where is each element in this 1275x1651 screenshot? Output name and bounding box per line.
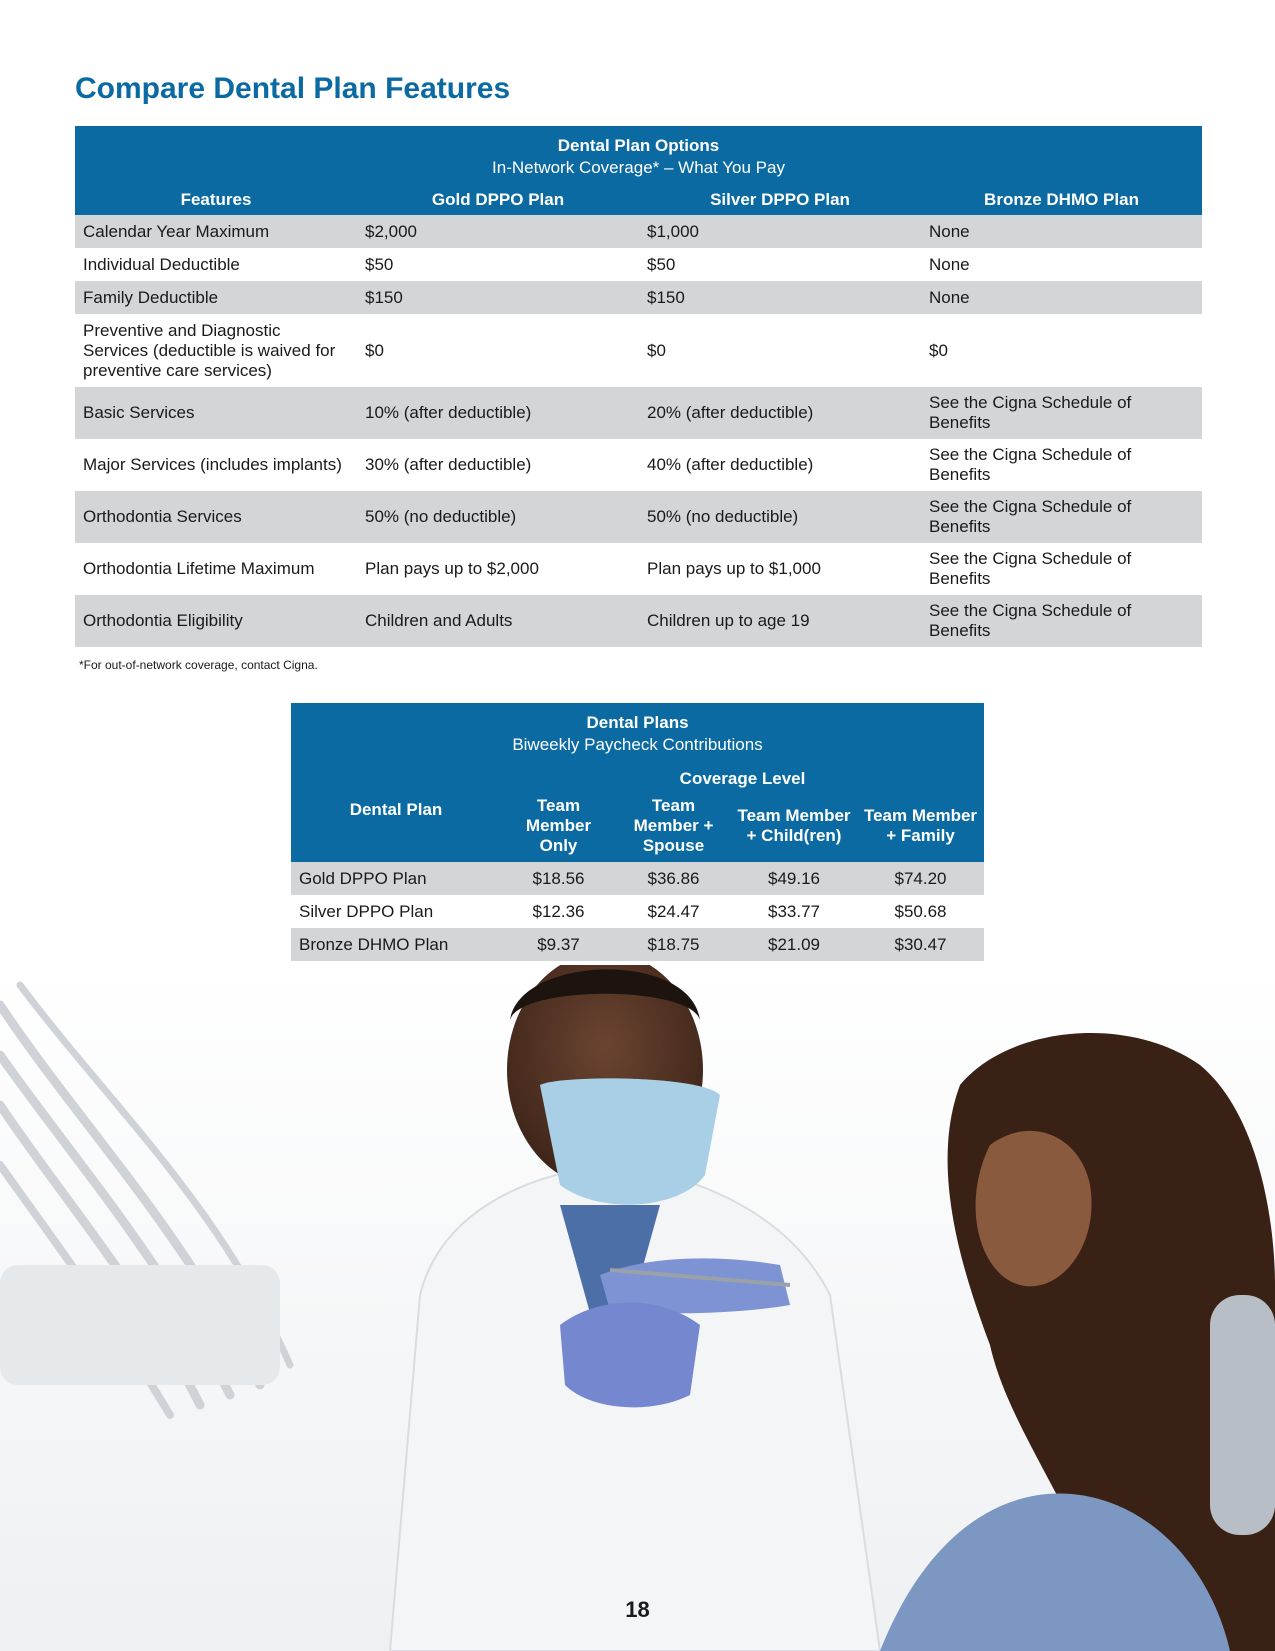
header-bronze-plan: Bronze DHMO Plan xyxy=(921,183,1202,215)
gold-value: 30% (after deductible) xyxy=(365,455,532,474)
silver-value: $50 xyxy=(647,254,676,274)
bronze-value: See the Cigna Schedule of Benefits xyxy=(921,387,1202,439)
table-row xyxy=(291,928,984,961)
features-table xyxy=(75,126,1202,647)
header-team-member-children: Team Member + Child(ren) xyxy=(731,794,857,862)
table-row xyxy=(75,491,1202,543)
contribution-value: $30.47 xyxy=(857,928,984,961)
table-row xyxy=(75,248,1202,281)
header-features: Features xyxy=(75,183,357,215)
bronze-value: None xyxy=(921,215,1202,248)
bronze-value: None xyxy=(921,281,1202,314)
table-row xyxy=(75,281,1202,314)
contributions-table xyxy=(291,703,984,961)
table-row xyxy=(75,439,1202,491)
features-banner xyxy=(75,126,1202,183)
feature-name: Orthodontia Eligibility xyxy=(75,595,357,647)
contribution-value: $24.47 xyxy=(647,902,700,921)
features-banner-subtitle: In-Network Coverage* – What You Pay xyxy=(492,158,785,177)
bronze-value: None xyxy=(929,254,970,274)
contribution-value: $36.86 xyxy=(616,862,731,895)
gold-value: 10% (after deductible) xyxy=(357,387,639,439)
feature-name: Calendar Year Maximum xyxy=(75,215,357,248)
feature-name: Family Deductible xyxy=(75,281,357,314)
dental-chair xyxy=(1210,1295,1275,1535)
bronze-value: See the Cigna Schedule of Benefits xyxy=(921,491,1202,543)
header-team-member-spouse: Team Member + Spouse xyxy=(616,794,731,862)
contribution-value: $18.56 xyxy=(501,862,616,895)
table-row xyxy=(291,862,984,895)
gold-value: Children and Adults xyxy=(357,595,639,647)
table-row xyxy=(75,543,1202,595)
table-row xyxy=(75,314,1202,387)
plan-name: Bronze DHMO Plan xyxy=(291,928,501,961)
gold-value: 50% (no deductible) xyxy=(357,491,639,543)
table-row xyxy=(75,215,1202,248)
dentist-patient-photo xyxy=(0,965,1275,1651)
silver-value: $150 xyxy=(639,281,921,314)
bronze-value: $0 xyxy=(929,340,948,360)
contribution-value: $12.36 xyxy=(532,902,585,921)
face-mask xyxy=(540,1078,720,1204)
header-gold-plan: Gold DPPO Plan xyxy=(357,183,639,215)
feature-name: Orthodontia Services xyxy=(75,491,357,543)
gold-value: $150 xyxy=(357,281,639,314)
contribution-value: $74.20 xyxy=(857,862,984,895)
gold-value: $50 xyxy=(365,254,394,274)
silver-value: 50% (no deductible) xyxy=(639,491,921,543)
features-banner-title: Dental Plan Options xyxy=(557,136,720,155)
silver-value: Children up to age 19 xyxy=(639,595,921,647)
contribution-value: $50.68 xyxy=(894,902,947,921)
page-title: Compare Dental Plan Features xyxy=(75,72,511,105)
feature-name: Preventive and Diagnostic Services (deductible is waived for preventive care services) xyxy=(83,320,336,380)
page-number: 18 xyxy=(625,1597,650,1622)
contributions-banner xyxy=(291,703,984,762)
contribution-value: $49.16 xyxy=(731,862,857,895)
silver-value: 20% (after deductible) xyxy=(639,387,921,439)
plan-name: Silver DPPO Plan xyxy=(299,902,434,921)
plan-name: Gold DPPO Plan xyxy=(291,862,501,895)
contributions-banner-subtitle: Biweekly Paycheck Contributions xyxy=(512,735,763,754)
header-team-member-only: Team Member Only xyxy=(501,794,616,862)
equipment-tray xyxy=(0,1265,280,1385)
contributions-banner-title: Dental Plans xyxy=(586,713,689,732)
contribution-value: $18.75 xyxy=(616,928,731,961)
footnote: *For out-of-network coverage, contact Cigna. xyxy=(79,658,318,672)
silver-value: $0 xyxy=(647,340,666,360)
contribution-value: $33.77 xyxy=(768,902,820,921)
gold-value: Plan pays up to $2,000 xyxy=(365,559,539,578)
feature-name: Basic Services xyxy=(75,387,357,439)
header-silver-plan: Silver DPPO Plan xyxy=(639,183,921,215)
gold-value: $2,000 xyxy=(357,215,639,248)
table-row xyxy=(291,895,984,928)
feature-name: Orthodontia Lifetime Maximum xyxy=(83,559,315,578)
table-row xyxy=(75,387,1202,439)
header-dental-plan: Dental Plan xyxy=(291,762,501,862)
table-row xyxy=(75,595,1202,647)
bronze-value: See the Cigna Schedule of Benefits xyxy=(929,445,1132,484)
silver-value: Plan pays up to $1,000 xyxy=(647,559,821,578)
feature-name: Individual Deductible xyxy=(83,254,240,274)
contribution-value: $21.09 xyxy=(731,928,857,961)
silver-value: $1,000 xyxy=(639,215,921,248)
feature-name: Major Services (includes implants) xyxy=(83,455,342,474)
bronze-value: See the Cigna Schedule of Benefits xyxy=(921,595,1202,647)
header-coverage-level: Coverage Level xyxy=(501,762,984,794)
bronze-value: See the Cigna Schedule of Benefits xyxy=(929,549,1132,588)
header-team-member-family: Team Member + Family xyxy=(857,794,984,862)
contribution-value: $9.37 xyxy=(501,928,616,961)
silver-value: 40% (after deductible) xyxy=(647,455,814,474)
gold-value: $0 xyxy=(365,340,384,360)
